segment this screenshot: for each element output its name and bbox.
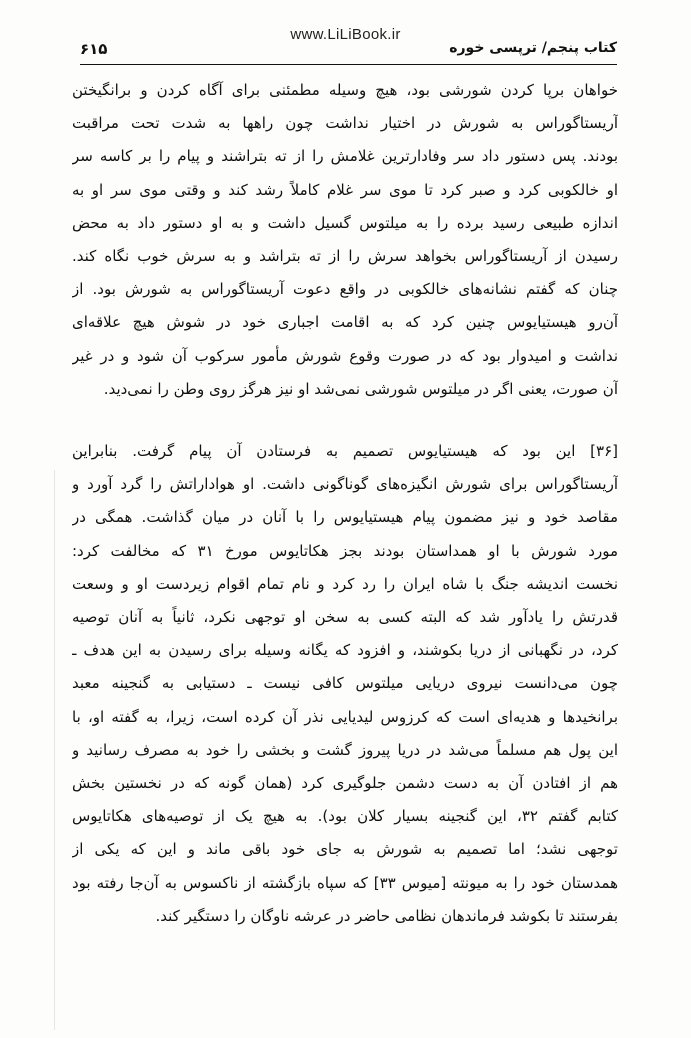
- watermark: www.LiLiBook.ir: [290, 26, 401, 43]
- text-line: [۳۶] این بود که هیستیایوس تصمیم به فرستادن آن پیام گرفت. بنابراین: [72, 442, 618, 461]
- text-line: این پول هم مسلماً می‌شد در دریا پیروز گشت و بخشی را خود به مصرف رسانید و: [72, 740, 618, 759]
- text-line: آریستاگوراس به شورش در اختیار نداشت چون راهها به شدت تحت مراقبت: [72, 114, 618, 133]
- text-line: اندازه طبیعی رسید برده را به میلتوس گسیل داشت و به او دستور داد به محض: [72, 213, 618, 232]
- text-line: نداشت و امیدوار بود که در صورت وقوع شورش مأمور سرکوب آن شود و در غیر: [72, 346, 618, 365]
- text-line: نخست اندیشه جنگ با شاه ایران را رد کرد و نام تمام اقوام زیردست او و وسعت: [72, 574, 618, 593]
- text-line: همدستان خود را به میونته [میوس ۳۳] که سپاه بازگشته از ناکسوس به آن‌جا رفته بود: [72, 873, 618, 892]
- text-line: چون می‌دانست نیروی دریایی میلتوس کافی نیست ـ دستیابی به گنجینه معبد: [72, 674, 618, 693]
- page-number: ۶۱۵: [80, 40, 108, 58]
- text-line: رسیدن از آریستاگوراس بخواهد سرش را از ته بتراشد و به سرش خوب نگاه کند.: [72, 247, 618, 266]
- paragraph-1: [72, 74, 618, 406]
- text-line: کتابم گفتم ۳۲، این گنجینه بسیار کلان بود). به هیچ یک از توصیه‌های هکاتایوس: [72, 807, 618, 826]
- text-line: بودند. پس دستور داد سر وفادارترین غلامش را از ته بتراشند و پیام را بر کاسه سر: [72, 147, 618, 166]
- text-line: آریستاگوراس برای شورش انگیزه‌های گوناگونی داشت. او هواداراتش را گرد آورد و: [72, 475, 618, 494]
- text-line: آن صورت، یعنی اگر در میلتوس شورشی نمی‌شد او نیز هرگز روی وطن را نمی‌دید.: [103, 379, 618, 398]
- paragraph-2: [72, 435, 618, 933]
- page-header: [80, 40, 617, 65]
- text-line: آن‌رو هیستیایوس چنین کرد که به اقامت اجباری خود در شوش هیچ علاقه‌ای: [72, 313, 618, 332]
- text-line: بفرستند تا بکوشد فرماندهان نظامی حاضر در عرشه ناوگان را دستگیر کند.: [155, 906, 618, 925]
- text-line: چنان که گفتم نشانه‌های خالکوبی در واقع دعوت آریستاگوراس به شورش بود. از: [72, 280, 618, 299]
- text-line: مورد شورش با او همداستان بودند بجز هکاتایوس مورخ ۳۱ که مخالفت کرد:: [72, 541, 618, 560]
- text-line: توجهی نشد؛ اما تصمیم به شورش به جای خود باقی ماند و این که یکی از: [72, 840, 618, 859]
- text-line: کرد، در نگهبانی از دریا بکوشند، و افزود که یگانه وسیله برای رسیدن به این هدف ـ: [72, 641, 618, 660]
- text-line: هم از افتادن آن به دست دشمن جلوگیری کرد (همان گونه که در نخستین بخش: [72, 774, 618, 793]
- text-line: او خالکوبی کرد و صبر کرد تا موی سر غلام کاملاً رشد کند و وقتی موی سر او به: [72, 180, 618, 199]
- text-line: قدرتش را یادآور شد که البته کسی به سخن او توجهی نکرد، ثانیاً به آنان توصیه: [72, 608, 618, 627]
- running-head: کتاب پنجم/ ترپسی خوره: [449, 40, 617, 56]
- scan-margin-shadow: [54, 470, 55, 1030]
- text-line: برانخیدها و هدیه‌ای است که کرزوس لیدیایی نذر آن کرده است، زیرا، به گفته او، با: [72, 707, 618, 726]
- text-line: مقاصد خود و نیز مضمون پیام هیستیایوس را با آنان در میان گذاشت. همگی در: [72, 508, 618, 527]
- body-text: [72, 74, 618, 933]
- text-line: خواهان برپا کردن شورشی بود، هیچ وسیله مطمئنی برای آگاه کردن و برانگیختن: [72, 81, 618, 99]
